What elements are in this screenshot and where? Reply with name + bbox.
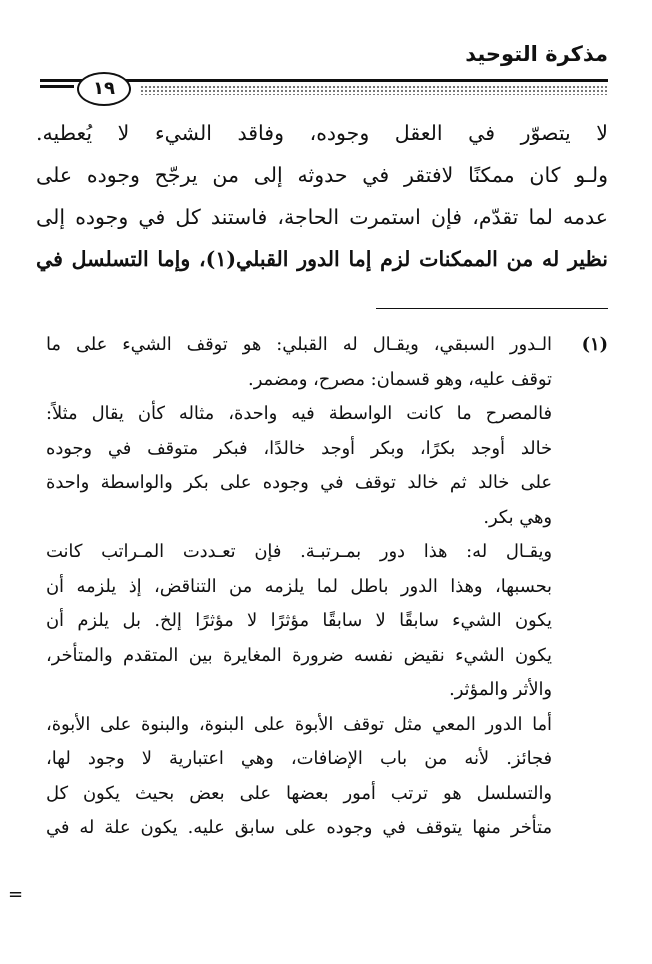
- footnote-line: على خالد ثم خالد توقف في وجوده على بكر والواسطة واحدة: [46, 472, 552, 493]
- footnote-line: ويقـال له: هذا دور بمـرتبـة. فإن تعـددت المـراتب كانت: [46, 541, 552, 562]
- continuation-mark: =: [8, 884, 24, 905]
- main-text: [36, 112, 608, 280]
- main-line: نظير له من الممكنات لزم إما الدور القبلي(١)، وإما التسلسل في: [36, 247, 608, 271]
- footnote-line: متأخر منها يتوقف في وجوده على سابق عليه. يكون علة له في: [46, 817, 552, 838]
- footnote-line: والتسلسل هو ترتب أمور بعضها على بعض بحيث يكون كل: [46, 782, 552, 804]
- footnote-line: خالد أوجد بكرًا، وبكر أوجد خالدًا، فبكر متوقف في وجوده: [46, 437, 552, 459]
- main-line: لا يتصوّر في العقل وجوده، وفاقد الشيء لا يُعطيه.: [36, 121, 608, 145]
- main-line: ولـو كان ممكنًا لافتقر في حدوثه إلى من يرجّح وجوده على: [36, 163, 608, 187]
- footnote-line: فالمصرح ما كانت الواسطة فيه واحدة، مثاله كأن يقال مثلاً:: [46, 403, 552, 424]
- main-line: عدمه لما تقدّم، فإن استمرت الحاجة، فاستند كل في وجوده إلى: [36, 205, 608, 229]
- footnote-block: [46, 328, 608, 846]
- footnote-line: والأثر والمؤثر.: [449, 679, 552, 700]
- header-dotted-rule: [140, 85, 608, 95]
- footnote-line: الـدور السبقي، ويقـال له القبلي: هو توقف الشيء على ما: [46, 334, 552, 355]
- footnote-line: وهي بكر.: [483, 506, 552, 528]
- footnote-line: بحسبها، وهذا الدور باطل لما يلزمه من التناقض، إذ يلزمه أن: [46, 575, 552, 597]
- page-number: ١٩: [77, 72, 131, 106]
- footnote-line: توقف عليه، وهو قسمان: مصرح، ومضمر.: [248, 368, 552, 390]
- footnote-line: أما الدور المعي مثل توقف الأبوة على البنوة، والبنوة على الأبوة،: [46, 713, 552, 735]
- footnote-marker: (١): [581, 334, 608, 355]
- footnote-line: يكون الشيء سابقًا لا سابقًا مؤثرًا لا مؤثرًا إلخ. بل يلزم أن: [46, 610, 552, 631]
- footnote-line: يكون الشيء نقيض نفسه ضرورة المغايرة بين المتقدم والمتأخر،: [46, 644, 552, 666]
- running-header-title: مذكرة التوحيد: [465, 42, 608, 66]
- header-rule-left: [40, 85, 74, 88]
- footnote-separator: [376, 308, 608, 309]
- footnote-line: فجائز. لأنه من باب الإضافات، وهي اعتبارية لا وجود لها،: [46, 748, 552, 769]
